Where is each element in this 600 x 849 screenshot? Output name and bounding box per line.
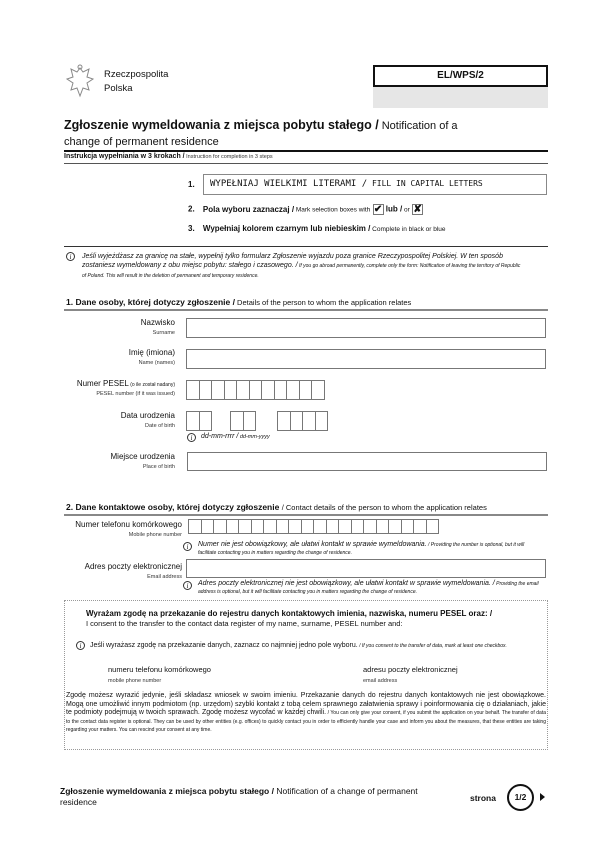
footer-title-pl: Zgłoszenie wymeldowania z miejsca pobytu stałego / bbox=[60, 786, 274, 796]
email-label: Adres poczty elektronicznej bbox=[84, 562, 182, 571]
consent-phone-label: numeru telefonu komórkowego bbox=[108, 665, 211, 674]
name-label-en: Name (names) bbox=[138, 360, 175, 366]
digit-cell[interactable] bbox=[326, 519, 340, 534]
digit-cell[interactable] bbox=[388, 519, 402, 534]
dob-month-input[interactable] bbox=[230, 411, 255, 431]
info-icon: i bbox=[183, 581, 192, 590]
next-page-arrow-icon[interactable] bbox=[540, 793, 545, 801]
info-icon: i bbox=[183, 542, 192, 551]
dob-year-input[interactable] bbox=[277, 411, 327, 431]
pesel-label: Numer PESEL bbox=[76, 379, 129, 388]
digit-cell[interactable] bbox=[338, 519, 352, 534]
digit-cell[interactable] bbox=[236, 380, 250, 400]
digit-cell[interactable] bbox=[211, 380, 225, 400]
email-input[interactable] bbox=[186, 559, 546, 578]
digit-cell[interactable] bbox=[226, 519, 240, 534]
digit-cell[interactable] bbox=[290, 411, 304, 431]
digit-cell[interactable] bbox=[186, 411, 200, 431]
section-1-title: 1. Dane osoby, której dotyczy zgłoszenie / bbox=[66, 297, 235, 307]
consent-title: Wyrażam zgodę na przekazanie do rejestru danych kontaktowych imienia, nazwiska, numeru PESEL oraz: / bbox=[86, 609, 493, 618]
page-label: strona bbox=[470, 793, 496, 803]
page-title bbox=[64, 118, 464, 150]
place-of-birth-input[interactable] bbox=[187, 452, 547, 471]
digit-cell[interactable] bbox=[277, 411, 291, 431]
instructions-heading-en: Instruction for completion in 3 steps bbox=[184, 154, 273, 160]
digit-cell[interactable] bbox=[301, 519, 315, 534]
digit-cell[interactable] bbox=[288, 519, 302, 534]
page-indicator: 1/2 bbox=[507, 784, 534, 811]
digit-cell[interactable] bbox=[238, 519, 252, 534]
step-3-pl: Wypełniaj kolorem czarnym lub niebieskim / bbox=[202, 224, 371, 233]
digit-cell[interactable] bbox=[243, 411, 257, 431]
surname-input[interactable] bbox=[186, 318, 546, 338]
footer-title-en: Notification of a change of permanent residence bbox=[60, 786, 418, 807]
email-hint: Adres poczty elektronicznej nie jest obowiązkowy, ale ułatwi kontakt w sprawie wymeldowania. / bbox=[198, 580, 495, 587]
section-2-title: 2. Dane kontaktowe osoby, której dotyczy zgłoszenie bbox=[66, 502, 282, 512]
step-2-number: 2. bbox=[188, 204, 195, 214]
digit-cell[interactable] bbox=[224, 380, 238, 400]
digit-cell[interactable] bbox=[274, 380, 288, 400]
consent-phone-label-en: mobile phone number bbox=[108, 678, 162, 684]
dob-hint: dd-mm-rrrr / bbox=[201, 433, 239, 440]
digit-cell[interactable] bbox=[401, 519, 415, 534]
consent-body-en: / You can only give your consent, if you submit the application on your behalf. The transfer of data to the contact data register is optional. They can be used by other entities (e.g. offices) to quickly contact you in order to efficiently handle your case and inform you about the measures, that these entities are taking regarding your matters. You can rescind your consent at any time. bbox=[66, 710, 546, 733]
phone-hint-en: / Providing the number is optional, but it will facilitate contacting you in matters regarding the change of residence. bbox=[198, 542, 525, 556]
name-input[interactable] bbox=[186, 349, 546, 369]
digit-cell[interactable] bbox=[413, 519, 427, 534]
polish-eagle-emblem-icon bbox=[64, 64, 96, 100]
consent-hint-en: / If you consent to the transfer of data, mark at least one checkbox. bbox=[357, 643, 507, 649]
section-2-title-en: / Contact details of the person to whom the application relates bbox=[281, 503, 487, 512]
consent-option-phone[interactable] bbox=[108, 665, 211, 684]
digit-cell[interactable] bbox=[249, 380, 263, 400]
digit-cell[interactable] bbox=[313, 519, 327, 534]
dob-day-input[interactable] bbox=[186, 411, 211, 431]
digit-cell[interactable] bbox=[201, 519, 215, 534]
pesel-label-note: (o ile został nadany) bbox=[128, 382, 175, 388]
email-label-en: Email address bbox=[147, 574, 182, 580]
pob-label-en: Place of birth bbox=[142, 464, 175, 470]
digit-cell[interactable] bbox=[311, 380, 325, 400]
info-icon: i bbox=[76, 641, 85, 650]
digit-cell[interactable] bbox=[376, 519, 390, 534]
digit-cell[interactable] bbox=[315, 411, 329, 431]
pesel-label-en: PESEL number (if it was issued) bbox=[96, 391, 175, 397]
consent-hint: Jeśli wyrażasz zgodę na przekazanie danych, zaznacz co najmniej jedno pole wyboru. bbox=[90, 642, 358, 649]
step-2-or-en: or bbox=[402, 206, 410, 214]
step-2-en: Mark selection boxes with bbox=[294, 206, 371, 214]
digit-cell[interactable] bbox=[261, 380, 275, 400]
digit-cell[interactable] bbox=[186, 380, 200, 400]
pob-label: Miejsce urodzenia bbox=[110, 452, 175, 461]
phone-label-en: Mobile phone number bbox=[128, 532, 182, 538]
dob-label-en: Date of birth bbox=[145, 423, 175, 429]
step-1-en: FILL IN CAPITAL LETTERS bbox=[367, 179, 483, 188]
consent-body: Zgodę możesz wyrazić jedynie, jeśli składasz wniosek w swoim imieniu. Przekazanie danych do rejestru danych kontaktowych nie jest obowiązkowe. Mogą one umożliwić innym podmiotom (np. urzędom) szybki kontakt z tobą celem sprawnego załatwienia sprawy i poinformowania cię o działaniach, jakie te podmioty podejmują w twoich sprawach. Zgodę możesz wycofać w każdej chwili. bbox=[66, 692, 546, 716]
digit-cell[interactable] bbox=[188, 519, 202, 534]
email-hint-en: Providing the email address is optional, but it will facilitate contacting you in matters regarding the change of residence. bbox=[198, 581, 539, 595]
notice-en: If you go abroad permanently, complete only the form: Notification of leaving the territory of Republic of Poland. This will result in the deletion of permanent and temporary residence. bbox=[82, 263, 521, 279]
digit-cell[interactable] bbox=[299, 380, 313, 400]
phone-hint: Numer nie jest obowiązkowy, ale ułatwi kontakt w sprawie wymeldowania. bbox=[198, 541, 427, 548]
title-en: Notification of a change of permanent residence bbox=[64, 120, 458, 148]
digit-cell[interactable] bbox=[276, 519, 290, 534]
pesel-input[interactable] bbox=[186, 380, 324, 400]
notice-pl: Jeśli wyjeżdżasz za granicę na stałe, wypełnij tylko formularz Zgłoszenie wyjazdu poza granice Rzeczypospolitej Polskiej. W ten sposób zostaniesz wymeldowany z obu miejsc pobytu: stałego i czasowego. / bbox=[82, 253, 503, 269]
abroad-notice bbox=[82, 252, 522, 281]
step-3-number: 3. bbox=[188, 224, 195, 233]
digit-cell[interactable] bbox=[230, 411, 244, 431]
surname-label: Nazwisko bbox=[140, 318, 175, 327]
digit-cell[interactable] bbox=[199, 380, 213, 400]
digit-cell[interactable] bbox=[213, 519, 227, 534]
step-1-box bbox=[203, 174, 547, 195]
name-label: Imię (imiona) bbox=[128, 348, 175, 357]
digit-cell[interactable] bbox=[263, 519, 277, 534]
digit-cell[interactable] bbox=[286, 380, 300, 400]
digit-cell[interactable] bbox=[426, 519, 440, 534]
info-icon: i bbox=[187, 433, 196, 442]
step-2-pl: Pola wyboru zaznaczaj / bbox=[202, 204, 295, 214]
phone-label: Numer telefonu komórkowego bbox=[75, 520, 182, 529]
step-1-number: 1. bbox=[188, 180, 195, 189]
surname-label-en: Surname bbox=[152, 330, 175, 336]
form-code-box bbox=[373, 65, 548, 108]
phone-input[interactable] bbox=[188, 519, 438, 534]
digit-cell[interactable] bbox=[251, 519, 265, 534]
consent-email-label-en: email address bbox=[363, 678, 398, 684]
title-pl: Zgłoszenie wymeldowania z miejsca pobytu stałego / bbox=[64, 118, 379, 132]
footer-title bbox=[60, 786, 420, 808]
dob-hint-en: dd-mm-yyyy bbox=[238, 434, 270, 440]
info-icon: i bbox=[66, 252, 75, 261]
consent-email-label: adresu poczty elektronicznej bbox=[363, 665, 458, 674]
digit-cell[interactable] bbox=[363, 519, 377, 534]
step-2-or-pl: lub / bbox=[385, 204, 403, 214]
digit-cell[interactable] bbox=[351, 519, 365, 534]
step-3-en: Complete in black or blue bbox=[370, 226, 446, 233]
dob-label: Data urodzenia bbox=[120, 411, 175, 420]
consent-title-en: I consent to the transfer to the contact data register of my name, surname, PESEL number and: bbox=[86, 619, 403, 628]
instructions-heading: Instrukcja wypełniania w 3 krokach / bbox=[64, 153, 185, 160]
consent-option-email[interactable] bbox=[363, 665, 458, 684]
digit-cell[interactable] bbox=[302, 411, 316, 431]
digit-cell[interactable] bbox=[199, 411, 213, 431]
checkmark-example-icon: ✔ bbox=[373, 204, 383, 215]
country-name-line2: Polska bbox=[104, 83, 133, 94]
step-1-pl: WYPEŁNIAJ WIELKIMI LITERAMI / bbox=[210, 179, 368, 189]
cross-example-icon: ✘ bbox=[413, 204, 422, 215]
section-1-title-en: Details of the person to whom the application relates bbox=[234, 298, 412, 307]
form-code: EL/WPS/2 bbox=[373, 65, 548, 87]
country-name-line1: Rzeczpospolita bbox=[104, 69, 169, 80]
